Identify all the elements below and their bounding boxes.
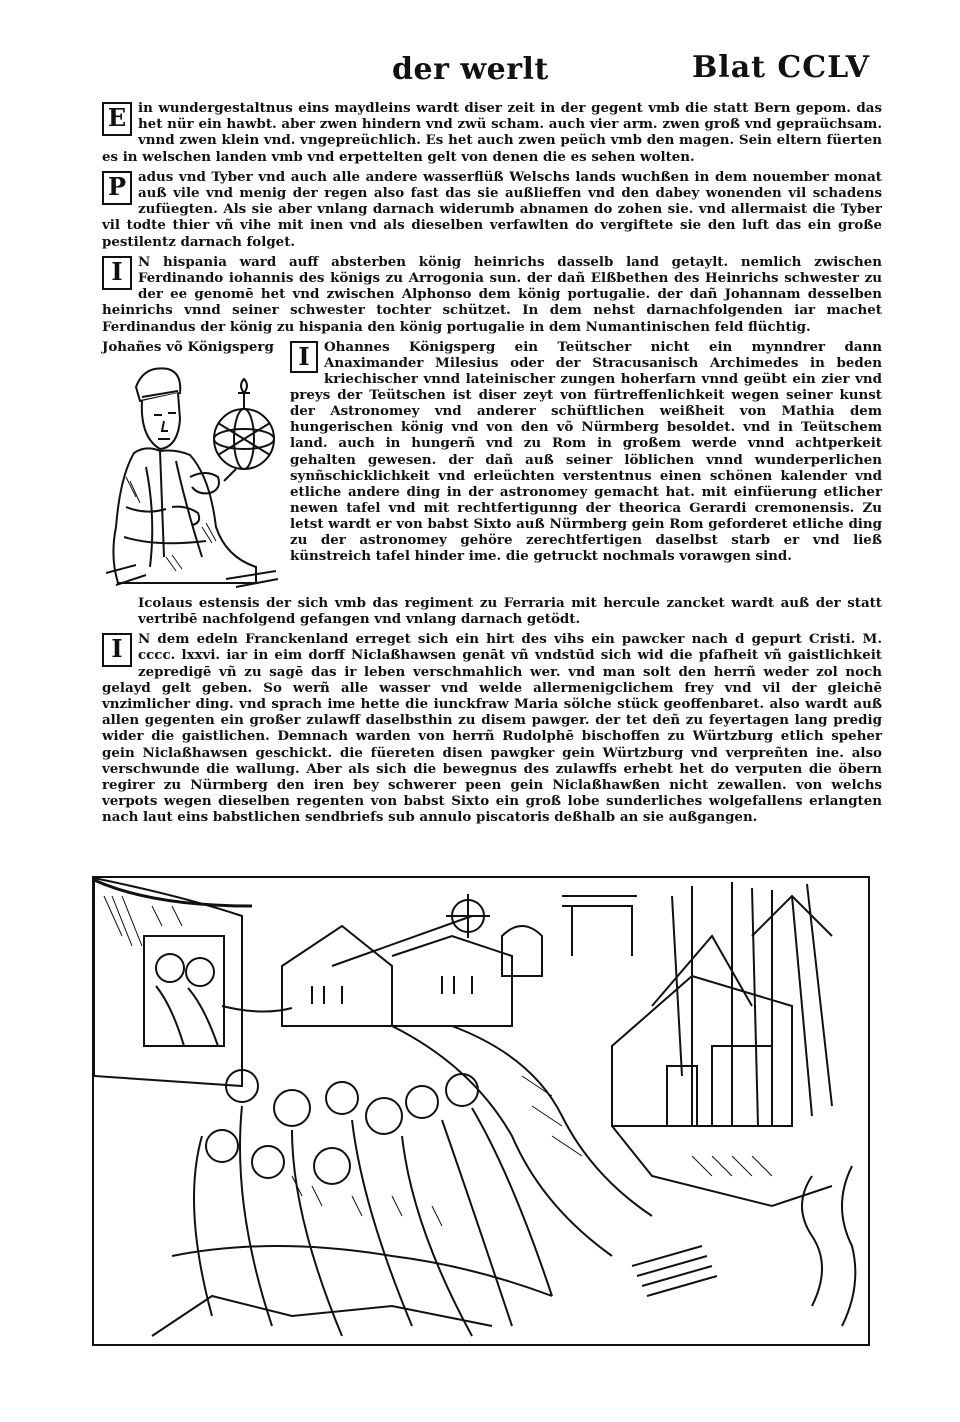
paragraph-text: N hispania ward auff absterben könig heinrichs dasselb land getaylt. nemlich zwischen Ferdinando iohannis des königs zu Arrogonia sun. der dañ Elßbethen des Heinrichs schwester zu der ee genomē het vnd zwischen Alphonso dem könig portugalie. der dañ Johannam desselben heinrichs vnnd seiner schwester tochter schützet. In dem nehst darnachfolgenden iar machet Ferdinandus der könig zu hispania den könig portugalie in dem Numantinischen feld flüchtig. <box>102 253 882 335</box>
drop-cap: I <box>102 633 132 667</box>
drop-cap: P <box>102 171 132 205</box>
paragraph-text: in wundergestaltnus eins maydleins wardt diser zeit in der gegent vmb die statt Bern gepom. das het nür ein hawbt. aber zwen hindern vnd zwü scham. auch vier arm. zwen groß vnd gepraüchsam. vnnd zwen klein vnd. vngepreüchlich. Es het auch zwen peüch vmb den magen. Sein eltern füerten es in welschen landen vmb vnd erpettelten gelt von denen die es sehen wolten. <box>102 100 882 165</box>
paragraph-text: Ohannes Königsperg ein Teütscher nicht ein mynndrer dann Anaximander Milesius oder der Stracusanisch Archimedes in beden kriechischer vnnd lateinischer zungen hoherfarn vnnd geübt ein zier vnd preys der Teütschen ist diser zeyt von fürtreffenlichkeit wegen seiner kunst der Astronomey vnd anderer schüftlichen weißheit von Mathia dem hungerischen könig vnd von den võ Nürmberg besoldet. vnd in Teütschem land. auch in hungerñ vnd zu Rom in großem werde vnnd achtperkeit gehalten gewesen. der dañ auß seiner löblichen vnnd wunderperlichen synñschicklichkeit vnd erleüchten verstentnus einen schönen kalender vnd etliche andere ding in der astronomey gemacht hat. mit einfüerung etlicher newen tafel vnd mit rechtfertigunng der theorica Gerardi cremonensis. Zu letst wardt er von babst Sixto auß Nürmberg gein Rom geforderet etliche ding zu der astronomey gehöre zerechtfertigen daselbst starb er vnd ließ künstreich tafel hinder ime. die getruckt nochmals vorawgen sind. <box>290 338 882 565</box>
drop-cap: I <box>102 256 132 290</box>
running-head <box>0 50 960 94</box>
portrait-section <box>102 339 882 591</box>
paragraph-nicolaus <box>102 595 882 627</box>
text-block <box>102 100 882 830</box>
paragraph-text: N dem edeln Franckenland erreget sich ein hirt des vihs ein pawcker nach d gepurt Cristi. M. cccc. lxxvi. iar in eim dorff Niclaßhawsen genāt vñ vndstūd sich wid die pfafheit vñ gaistlichkeit zepredigē vñ zu sagē das ir leben verschmahlich wer. vnd man solt den herrñ weder zol noch gelayd gelt geben. So werñ alle wasser vnd welde allermenigclichem frey vnd vil der gleichē vnzimlicher ding. vnd sprach ime hette die iunckfraw Maria sölche stück geoffenbaret. also wardt auß allen gegenten ein großer zulawff daselbsthin zu disem pawger. der tet deñ zu feyertagen lang predig wider die gaistlichen. Demnach warden von herrñ Rudolphē bischoffen zu Würtzburg etlich speher gein Niclaßhawsen geschickt. die füereten disen pawgker gein Würtzburg vnd verpreñten ine. also verschwunde die wallung. Aber als sich die bewegnus des zulawffs erhebt het do verputen die öbern regirer zu Nürmberg den iren bey schwerer peen gein Niclaßhawßen nicht zewallen. von welchs verpots wegen dieselben regenten von babst Sixto ein groß lobe sunderliches wolgefallens erlangten nach laut eins babstlichen sendbriefs sub annulo piscatoris deßhalb an sie außgangen. <box>102 631 882 826</box>
drop-cap: E <box>102 102 132 136</box>
paragraph-flood <box>102 169 882 250</box>
astronomer-portrait-icon <box>106 357 282 589</box>
village-scene-woodcut-icon <box>92 876 870 1346</box>
paragraph-niklashausen <box>102 631 882 825</box>
folio-number: Blat CCLV <box>691 50 870 85</box>
page-header-title: der werlt <box>392 52 549 87</box>
portrait-paragraph <box>290 339 882 564</box>
drop-cap: I <box>290 341 318 373</box>
paragraph-text: adus vnd Tyber vnd auch alle andere wasserflüß Welschs lands wuchßen in dem nouember monat auß vile vnd menig der regen also fast das sie außlieffen vnd den dabey wonenden vil schadens zufüegten. Als sie aber vnlang darnach widerumb abnamen do zohen sie. vnd allermaist die Tyber vil todte thier vñ vihe mit inen vnd als dieselben verfawlten do vergiftete sie den luft das ein große pestilentz darnach folget. <box>102 168 882 250</box>
portrait-caption: Johañes võ Königsperg <box>102 338 274 355</box>
paragraph-monstrous-birth <box>102 100 882 165</box>
paragraph-text: Icolaus estensis der sich vmb das regiment zu Ferraria mit hercule zancket wardt auß der statt vertribē nachfolgend gefangen vnd vnlang darnach getödt. <box>138 594 882 628</box>
paragraph-hispania <box>102 254 882 335</box>
